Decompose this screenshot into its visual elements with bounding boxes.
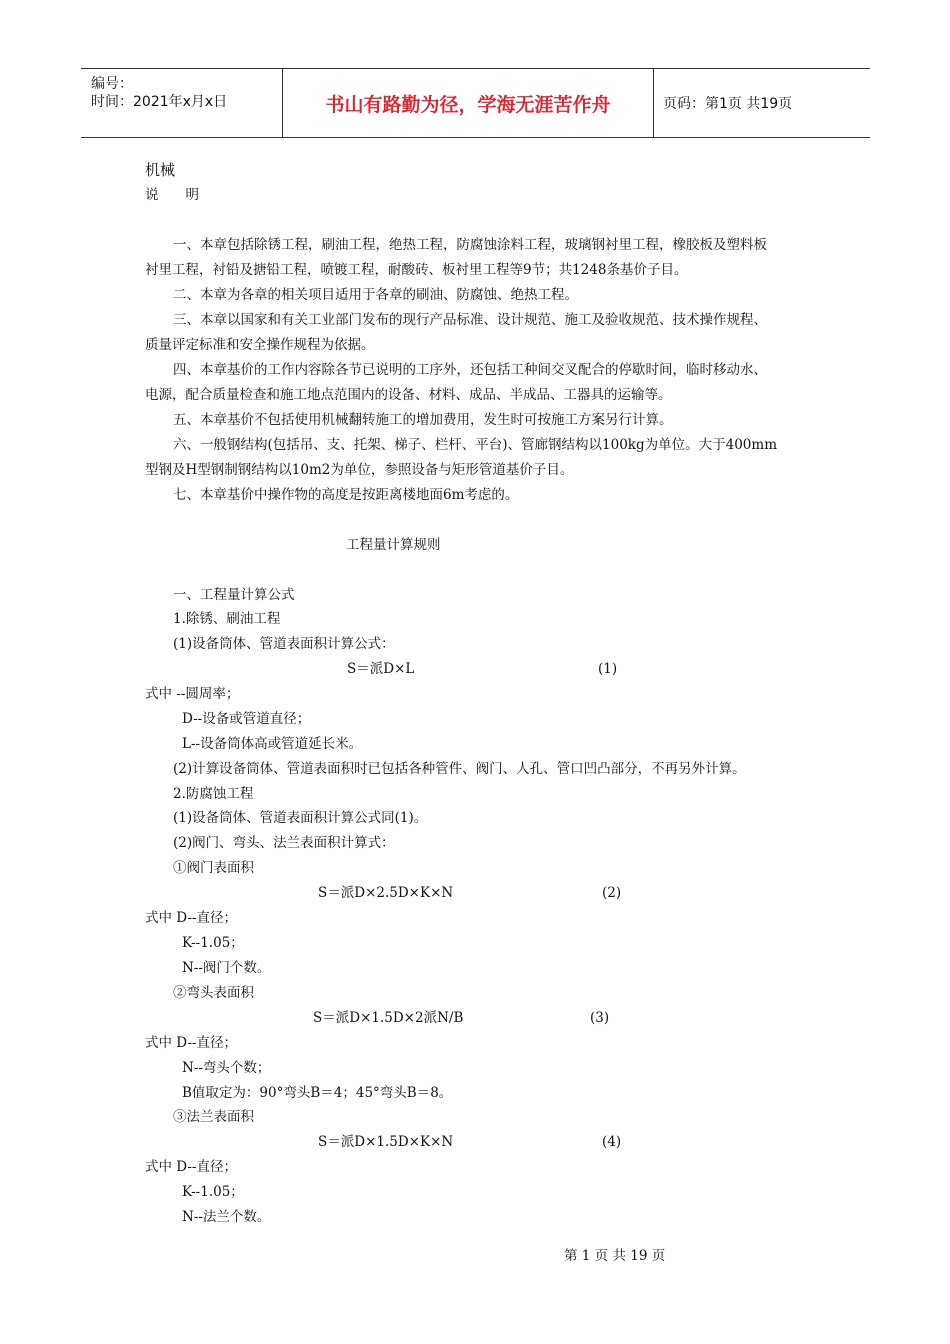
section-item: 1.除锈、刷油工程: [173, 611, 281, 627]
formula-where: 式中 D--直径；: [145, 1159, 237, 1175]
formula-number: (4): [602, 1134, 622, 1150]
section-item: 2.防腐蚀工程: [173, 786, 254, 802]
section-item: (1)设备筒体、管道表面积计算公式：: [173, 636, 395, 652]
formula-variable: N--阀门个数。: [182, 960, 271, 976]
paragraph: 三、本章以国家和有关工业部门发布的现行产品标准、设计规范、施工及验收规范、技术操作规程、: [173, 312, 767, 328]
section-item: (2)阀门、弯头、法兰表面积计算式：: [173, 835, 395, 851]
formula-variable: N--法兰个数。: [182, 1209, 271, 1225]
header-divider: [653, 69, 654, 137]
section-item: (1)设备筒体、管道表面积计算公式同(1)。: [173, 810, 428, 826]
header-page-label: 页码：第1页 共19页: [663, 96, 793, 112]
header-motto: 书山有路勤为径，学海无涯苦作舟: [325, 93, 611, 116]
section-heading: 工程量计算规则: [346, 537, 441, 553]
time-label: 时间：2021年x月x日: [91, 94, 228, 110]
section-item: ①阀门表面积: [173, 860, 254, 876]
formula-variable: K--1.05；: [182, 1184, 244, 1200]
formula-where: 式中 --圆周率；: [145, 686, 240, 702]
formula-variable: K--1.05；: [182, 935, 244, 951]
formula: S＝派D×2.5D×K×N: [318, 885, 454, 901]
paragraph: 二、本章为各章的相关项目适用于各章的刷油、防腐蚀、绝热工程。: [173, 287, 578, 303]
formula-where: 式中 D--直径；: [145, 910, 237, 926]
page-footer: 第 1 页 共 19 页: [564, 1248, 666, 1264]
formula: S＝派D×1.5D×K×N: [318, 1134, 454, 1150]
section-item: 一、工程量计算公式: [173, 587, 295, 603]
section-item: ③法兰表面积: [173, 1109, 254, 1125]
paragraph: 电源，配合质量检查和施工地点范围内的设备、材料、成品、半成品、工器具的运输等。: [145, 387, 672, 403]
formula-variable: N--弯头个数；: [182, 1060, 271, 1076]
formula-variable: L--设备筒体高或管道延长米。: [182, 736, 363, 752]
paragraph: 六、一般钢结构(包括吊、支、托架、梯子、栏杆、平台)、管廊钢结构以100kg为单位。大于400mm: [173, 437, 777, 453]
formula-number: (1): [598, 661, 618, 677]
paragraph: 型钢及H型钢制钢结构以10m2为单位，参照设备与矩形管道基价子目。: [145, 462, 574, 478]
paragraph: 质量评定标准和安全操作规程为依据。: [145, 337, 375, 353]
formula-number: (3): [590, 1010, 610, 1026]
formula-where: 式中 D--直径；: [145, 1035, 237, 1051]
formula: S＝派D×1.5D×2派N/B: [313, 1010, 464, 1026]
formula-variable: B值取定为：90°弯头B＝4；45°弯头B＝8。: [182, 1085, 453, 1101]
formula-variable: D--设备或管道直径；: [182, 711, 311, 727]
paragraph: 衬里工程，衬铅及搪铅工程，喷镀工程，耐酸砖、板衬里工程等9节；共1248条基价子目。: [145, 262, 688, 278]
formula-number: (2): [602, 885, 622, 901]
number-label: 编号：: [91, 76, 133, 92]
doc-title: 机械: [145, 161, 176, 179]
paragraph: 一、本章包括除锈工程，刷油工程，绝热工程，防腐蚀涂料工程，玻璃钢衬里工程，橡胶板及塑料板: [173, 237, 767, 253]
header-info-cell: [81, 69, 281, 137]
paragraph: 七、本章基价中操作物的高度是按距离楼地面6m考虑的。: [173, 487, 519, 503]
section-item: (2)计算设备筒体、管道表面积时已包括各种管件、阀门、人孔、管口凹凸部分，不再另外计算。: [173, 761, 746, 777]
document-header: [81, 68, 870, 138]
doc-subtitle: 说 明: [145, 187, 199, 203]
section-item: ②弯头表面积: [173, 985, 254, 1001]
formula: S＝派D×L: [347, 661, 415, 677]
paragraph: 五、本章基价不包括使用机械翻转施工的增加费用，发生时可按施工方案另行计算。: [173, 412, 673, 428]
paragraph: 四、本章基价的工作内容除各节已说明的工序外，还包括工种间交叉配合的停歇时间，临时移动水、: [173, 362, 767, 378]
